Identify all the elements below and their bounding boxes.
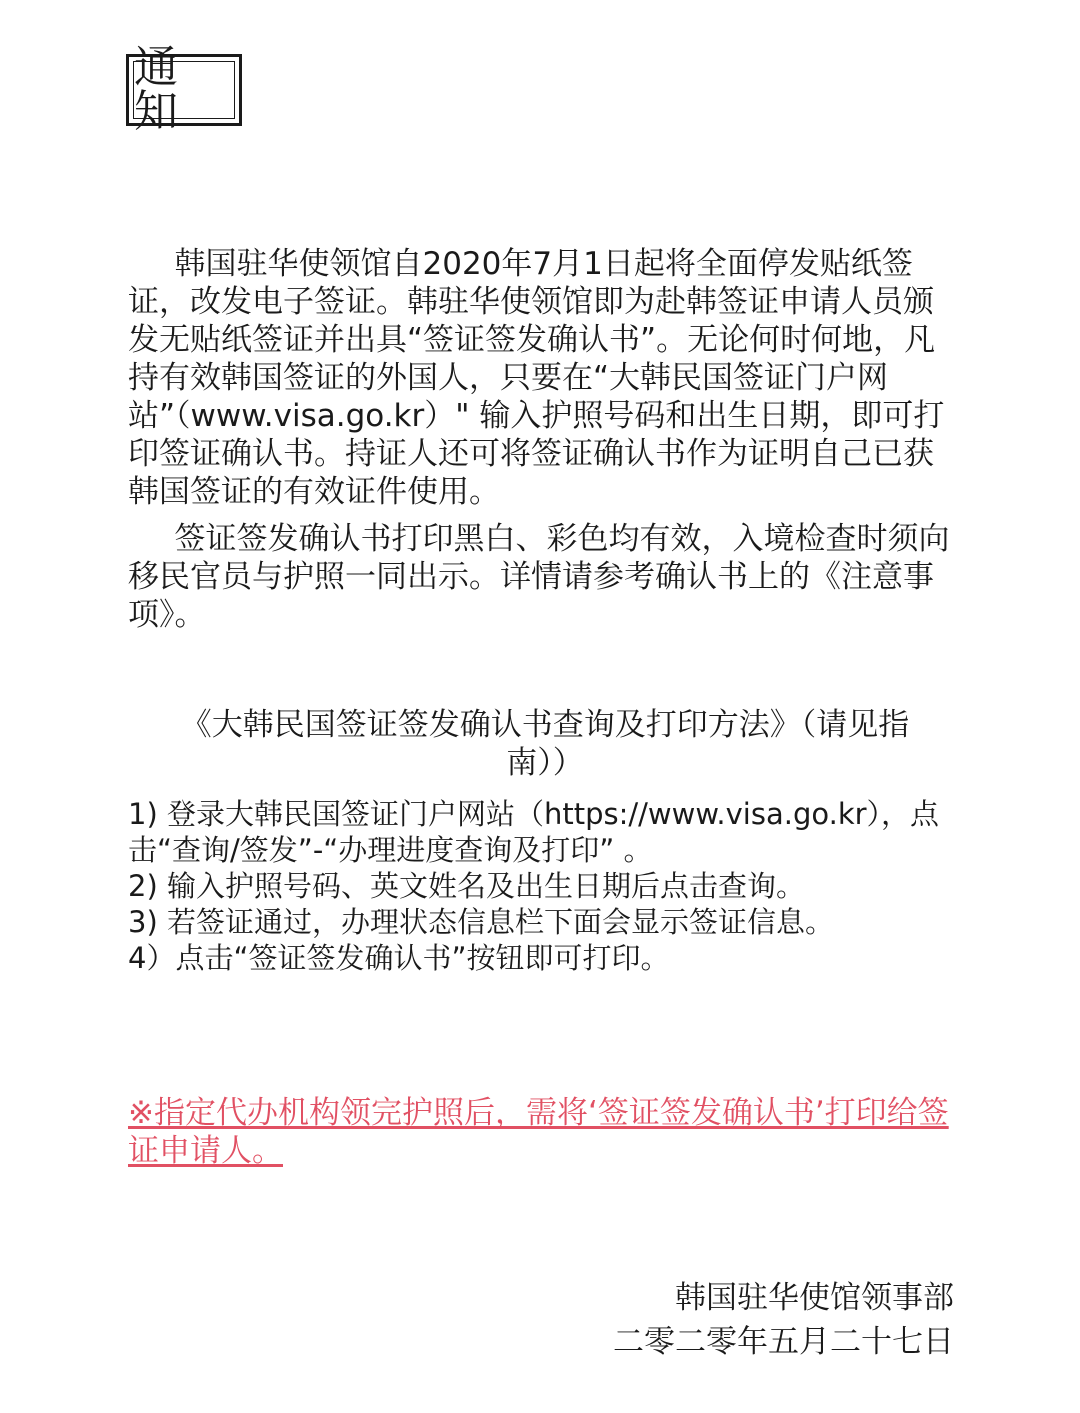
- signature-date: 二零二零年五月二十七日: [613, 1324, 954, 1360]
- signature-block: [613, 1276, 954, 1364]
- guide-steps-list: [128, 796, 958, 976]
- agency-red-notice: ※指定代办机构领完护照后，需将‘签证签发确认书’打印给签证申请人。: [128, 1095, 949, 1169]
- paragraph-e-visa: 韩国驻华使领馆自2020年7月1日起将全面停发贴纸签证，改发电子签证。韩驻华使领馆即为赴韩签证申请人员颁发无贴纸签证并出具“签证签发确认书”。无论何时何地，凡持有效韩国签证的外国人，只要在“大韩民国签证门户网站”（www.visa.go.kr）" 输入护照号码和出生日期，即可打印签证确认书。持证人还可将签证确认书作为证明自己已获韩国签证的有效证件使用。: [128, 246, 945, 510]
- guide-step: 3) 若签证通过，办理状态信息栏下面会显示签证信息。: [128, 905, 834, 939]
- guide-step: 1) 登录大韩民国签证门户网站（https://www.visa.go.kr），点击“查询/签发”-“办理进度查询及打印” 。: [128, 797, 940, 867]
- notice-title: 通 知: [133, 61, 235, 119]
- guide-title: 《大韩民国签证签发确认书查询及打印方法》（请见指南））: [180, 707, 910, 781]
- paragraph-print-validity: 签证签发确认书打印黑白、彩色均有效，入境检查时须向移民官员与护照一同出示。详情请参考确认书上的《注意事项》。: [128, 521, 950, 633]
- signature-org: 韩国驻华使馆领事部: [675, 1280, 954, 1316]
- guide-step: 4）点击“签证签发确认书”按钮即可打印。: [128, 941, 670, 975]
- notice-title-box: [126, 42, 242, 137]
- guide-step: 2) 输入护照号码、英文姓名及出生日期后点击查询。: [128, 869, 805, 903]
